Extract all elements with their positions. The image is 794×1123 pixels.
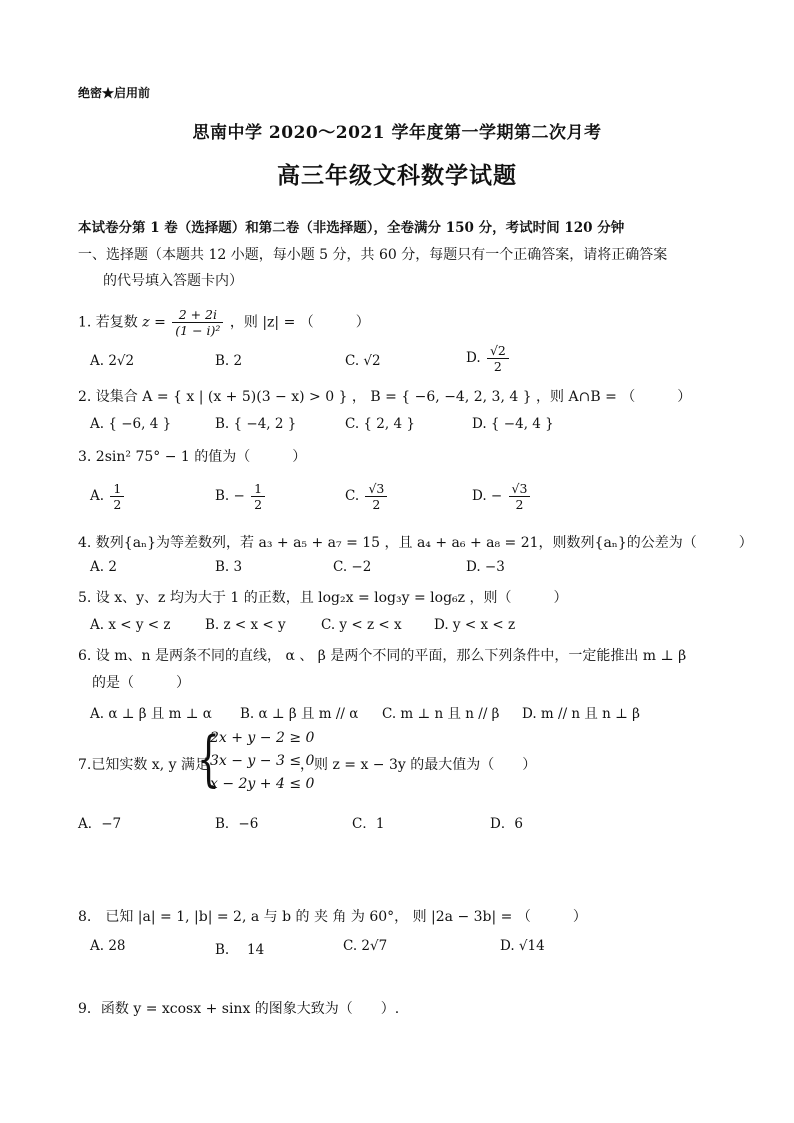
q3-a-label: A. bbox=[90, 488, 105, 504]
q6-option-c[interactable]: C. m ⊥ n 且 n // β bbox=[382, 706, 500, 722]
q2-option-b[interactable]: B. { −4, 2 } bbox=[215, 416, 297, 432]
q8-option-a[interactable]: A. 28 bbox=[90, 938, 126, 954]
q1-d-num: √2 bbox=[487, 343, 509, 359]
q3-option-a[interactable] bbox=[90, 481, 126, 512]
question-4: 4. 数列{aₙ}为等差数列，若 a₃ + a₅ + a₇ = 15 ，且 a₄ + a₆ + a₈ = 21，则数列{aₙ}的公差为（ ） bbox=[78, 535, 753, 551]
exam-note: 本试卷分第 1 卷（选择题）和第二卷（非选择题），全卷满分 150 分，考试时间 120 分钟 bbox=[78, 220, 625, 236]
q6-option-a[interactable]: A. α ⊥ β 且 m ⊥ α bbox=[90, 706, 212, 722]
q8-option-b[interactable]: B. 14 bbox=[215, 942, 265, 958]
section-heading: 一、选择题（本题共 12 小题，每小题 5 分，共 60 分，每题只有一个正确答案，请将正确答案 bbox=[78, 247, 668, 263]
q3-option-b[interactable] bbox=[215, 481, 267, 512]
q6-option-b[interactable]: B. α ⊥ β 且 m // α bbox=[240, 706, 359, 722]
q7-option-d[interactable]: D．6 bbox=[490, 816, 523, 832]
q3-d-den: 2 bbox=[515, 497, 524, 512]
q4-option-d[interactable]: D. −3 bbox=[466, 559, 505, 575]
q4-option-c[interactable]: C. −2 bbox=[333, 559, 372, 575]
question-6-cont: 的是（ ） bbox=[92, 675, 190, 691]
q2-option-d[interactable]: D. { −4, 4 } bbox=[472, 416, 554, 432]
q1-d-label: D. bbox=[466, 350, 481, 366]
q3-d-fraction bbox=[509, 481, 531, 512]
q3-a-num: 1 bbox=[110, 481, 124, 497]
q3-c-den: 2 bbox=[372, 497, 381, 512]
q1-option-d[interactable] bbox=[466, 343, 511, 374]
question-1 bbox=[78, 307, 370, 338]
question-6: 6. 设 m、n 是两条不同的直线， α 、 β 是两个不同的平面，那么下列条件中，一定能推出 m ⊥ β bbox=[78, 648, 687, 664]
q1-option-b[interactable]: B. 2 bbox=[215, 353, 243, 369]
exam-title-subject: 高三年级文科数学试题 bbox=[277, 162, 517, 189]
q7-constraint-2: 3x − y − 3 ≤ 0 bbox=[210, 753, 315, 769]
q6-option-d[interactable]: D. m // n 且 n ⊥ β bbox=[522, 706, 640, 722]
q7-brace: { bbox=[197, 724, 220, 794]
q1-prefix: 1. 若复数 bbox=[78, 314, 138, 331]
q3-b-den: 2 bbox=[254, 497, 263, 512]
q7-constraint-3: x − 2y + 4 ≤ 0 bbox=[210, 776, 315, 792]
question-8: 8. 已知 |a| = 1, |b| = 2, a 与 b 的 夹 角 为 60°， 则 |2a − 3b| = （ ） bbox=[78, 909, 587, 925]
q1-fraction bbox=[172, 307, 223, 338]
question-7-prefix: 7.已知实数 x, y 满足 bbox=[78, 757, 209, 773]
q3-d-label: D. − bbox=[472, 488, 503, 504]
q1-numerator: 2 + 2i bbox=[172, 307, 223, 323]
exam-title-school: 思南中学 2020～2021 学年度第一学期第二次月考 bbox=[192, 123, 602, 143]
section-heading-cont: 的代号填入答题卡内） bbox=[103, 273, 243, 289]
question-7-suffix: ，则 z = x − 3y 的最大值为（ ） bbox=[300, 757, 537, 773]
q3-option-c[interactable] bbox=[345, 481, 389, 512]
q3-b-label: B. − bbox=[215, 488, 245, 504]
q8-option-c[interactable]: C. 2√7 bbox=[343, 938, 388, 954]
q3-d-num: √3 bbox=[509, 481, 531, 497]
q1-suffix: ，则 |z| = （ ） bbox=[229, 314, 370, 331]
q7-option-b[interactable]: B．−6 bbox=[215, 816, 259, 832]
q1-d-fraction bbox=[487, 343, 509, 374]
q4-option-a[interactable]: A. 2 bbox=[90, 559, 117, 575]
question-3: 3. 2sin² 75° − 1 的值为（ ） bbox=[78, 449, 307, 465]
question-5: 5. 设 x、y、z 均为大于 1 的正数，且 log₂x = log₃y = log₆z ，则（ ） bbox=[78, 590, 568, 606]
q4-option-b[interactable]: B. 3 bbox=[215, 559, 243, 575]
q2-option-c[interactable]: C. { 2, 4 } bbox=[345, 416, 415, 432]
q3-c-label: C. bbox=[345, 488, 360, 504]
question-9: 9．函数 y = xcosx + sinx 的图象大致为（ ）. bbox=[78, 1001, 400, 1017]
q5-option-d[interactable]: D. y < x < z bbox=[434, 617, 516, 633]
q7-option-a[interactable]: A．−7 bbox=[78, 816, 122, 832]
q3-b-fraction bbox=[251, 481, 265, 512]
q3-c-fraction bbox=[365, 481, 387, 512]
question-2: 2. 设集合 A = { x | (x + 5)(3 − x) > 0 } ， B = { −6, −4, 2, 3, 4 } ，则 A∩B = （ ） bbox=[78, 389, 692, 405]
q3-a-den: 2 bbox=[113, 497, 122, 512]
q1-option-c[interactable]: C. √2 bbox=[345, 353, 381, 369]
q2-option-a[interactable]: A. { −6, 4 } bbox=[90, 416, 172, 432]
q3-b-num: 1 bbox=[251, 481, 265, 497]
q5-option-b[interactable]: B. z < x < y bbox=[205, 617, 286, 633]
q3-option-d[interactable] bbox=[472, 481, 532, 512]
q1-zeq: z = bbox=[142, 314, 166, 331]
q1-option-a[interactable]: A. 2√2 bbox=[90, 353, 135, 369]
q5-option-c[interactable]: C. y < z < x bbox=[321, 617, 402, 633]
q3-a-fraction bbox=[110, 481, 124, 512]
confidential-label: 绝密★启用前 bbox=[78, 86, 151, 100]
q8-option-d[interactable]: D. √14 bbox=[500, 938, 545, 954]
q1-d-den: 2 bbox=[493, 359, 502, 374]
q3-c-num: √3 bbox=[365, 481, 387, 497]
q1-denominator: (1 − i)² bbox=[175, 323, 221, 338]
q7-constraint-1: 2x + y − 2 ≥ 0 bbox=[210, 730, 315, 746]
q7-option-c[interactable]: C．1 bbox=[352, 816, 385, 832]
q5-option-a[interactable]: A. x < y < z bbox=[90, 617, 171, 633]
